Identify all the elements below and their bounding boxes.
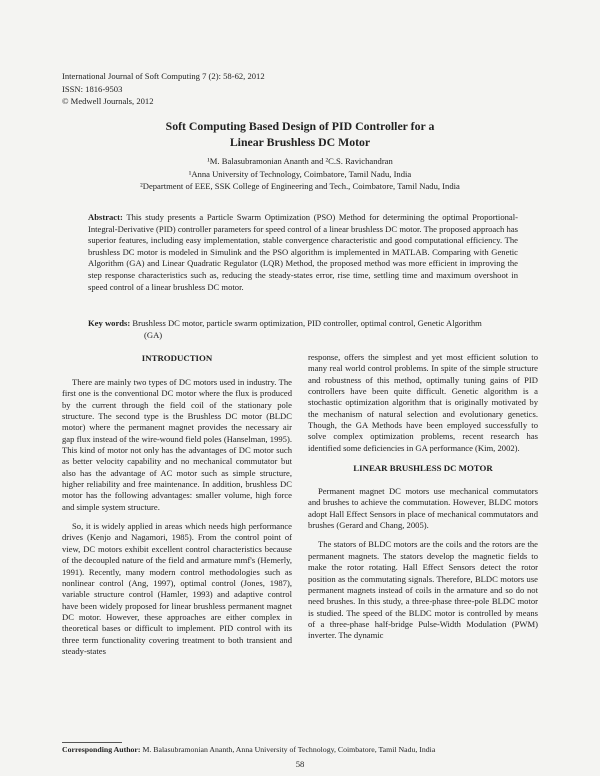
keywords bbox=[88, 318, 518, 341]
intro-paragraph-2: So, it is widely applied in areas which needs high performance drives (Kenjo and Nagamori, 1985). From the control point of view, DC motors exhibit excellent control characteristics because of the decoupled nature of the field and armature mmf's (Hemerly, 1991). Recently, many modern control methodologies such as nonlinear control (Ang, 1997), optimal control (Jones, 1987), variable structure control (Hamler, 1993) and adaptive control have been widely proposed for linear brushless permanent magnet DC motor. However, these approaches are either complex in theoretical bases or difficult to implement. PID control with its three term functionality covering treatment to both transient and steady-states bbox=[62, 521, 292, 656]
journal-issn: ISSN: 1816-9503 bbox=[62, 83, 123, 94]
keywords-line-1: Brushless DC motor, particle swarm optimization, PID controller, optimal control, Genetic Algorithm bbox=[132, 318, 482, 328]
corresponding-author-text: M. Balasubramonian Ananth, Anna University of Technology, Coimbatore, Tamil Nadu, India bbox=[142, 745, 436, 754]
abstract bbox=[88, 212, 518, 293]
keywords-label: Key words: bbox=[88, 318, 131, 328]
journal-citation: International Journal of Soft Computing 7 (2): 58-62, 2012 bbox=[62, 71, 265, 81]
motor-paragraph-2: The stators of BLDC motors are the coils and the rotors are the permanent magnets. The stators develop the magnetic fields to make the rotor rotating. Hall Effect Sensors detect the rotor position as the commutating signals. Therefore, BLDC motors use permanent magnets instead of coils in the armature and so do not need brushes. In this study, a three-phase three-pole BLDC motor is studied. The speed of the BLDC motor is controlled by means of a three-phase half-bridge Pulse-Width Modulation (PWM) inverter. The dynamic bbox=[308, 539, 538, 641]
right-column bbox=[308, 352, 538, 650]
author-block bbox=[60, 155, 540, 193]
keywords-line-2: (GA) bbox=[144, 329, 163, 340]
affiliation-2: ²Department of EEE, SSK College of Engineering and Tech., Coimbatore, Tamil Nadu, India bbox=[140, 181, 460, 191]
footnote-rule bbox=[62, 742, 122, 743]
section-heading-motor: LINEAR BRUSHLESS DC MOTOR bbox=[353, 463, 493, 474]
intro-paragraph-1: There are mainly two types of DC motors used in industry. The first one is the conventional DC motor where the flux is produced by the current through the field coil of the stationary pole structure. The second type is the Brushless DC motor (BLDC motor) where the permanent magnet provides the necessary air gap flux instead of the wire-wound field poles (Hanselman, 1995). This kind of motor not only has the advantages of DC motor such as better velocity capability and no mechanical commutator but also has the advantage of AC motor such as simple structure, higher reliability and free maintenance. In addition, brushless DC motor has the following advantages: smaller volume, high force and simple system structure. bbox=[62, 377, 292, 512]
abstract-label: Abstract: bbox=[88, 212, 123, 222]
abstract-text: This study presents a Particle Swarm Optimization (PSO) Method for determining the optimal Proportional-Integral-Derivative (PID) controller parameters for speed control of a linear brushless DC motor. The proposed approach has superior features, including easy implementation, stable convergence characteristic and good computational efficiency. The brushless DC motor is modeled in Simulink and the PSO algorithm is implemented in MATLAB. Comparing with Genetic Algorithm (GA) and Linear Quadratic Regulator (LQR) Method, the proposed method was more efficient in improving the step response characteristics such as, reducing the steady-states error, rise time, settling time and maximum overshoot in speed control of a linear brushless DC motor. bbox=[88, 212, 518, 292]
corresponding-author-note bbox=[62, 745, 435, 754]
journal-header bbox=[62, 70, 265, 108]
title-line-1: Soft Computing Based Design of PID Controller for a bbox=[165, 119, 435, 133]
page-number: 58 bbox=[295, 759, 305, 769]
paper-title bbox=[60, 118, 540, 150]
left-column bbox=[62, 352, 292, 665]
intro-heading: INTRODUCTION bbox=[141, 353, 213, 363]
journal-copyright: © Medwell Journals, 2012 bbox=[62, 96, 154, 106]
motor-paragraph-1: Permanent magnet DC motors use mechanical commutators and brushes to achieve the commutation. However, BLDC motors adopt Hall Effect Sensors in place of mechanical commutators and brushes (Gerard and Chang, 2005). bbox=[308, 486, 538, 531]
corresponding-author-label: Corresponding Author: bbox=[62, 745, 141, 754]
title-line-2: Linear Brushless DC Motor bbox=[229, 135, 371, 149]
affiliation-1: ¹Anna University of Technology, Coimbatore, Tamil Nadu, India bbox=[188, 168, 412, 179]
intro-continued-paragraph: response, offers the simplest and yet most efficient solution to many real world control problems. In spite of the simple structure and robustness of this method, optimally tuning gains of PID controllers have been quite difficult. Genetic algorithm is a stochastic optimization algorithm that is originally motivated by the mechanism of natural selection and evolutionary genetics. Though, the GA Methods have been employed successfully to solve complex optimization problems, recent research has identified some deficiencies in GA performance (Kim, 2002). bbox=[308, 352, 538, 453]
author-names: ¹M. Balasubramonian Ananth and ²C.S. Ravichandran bbox=[207, 156, 393, 166]
